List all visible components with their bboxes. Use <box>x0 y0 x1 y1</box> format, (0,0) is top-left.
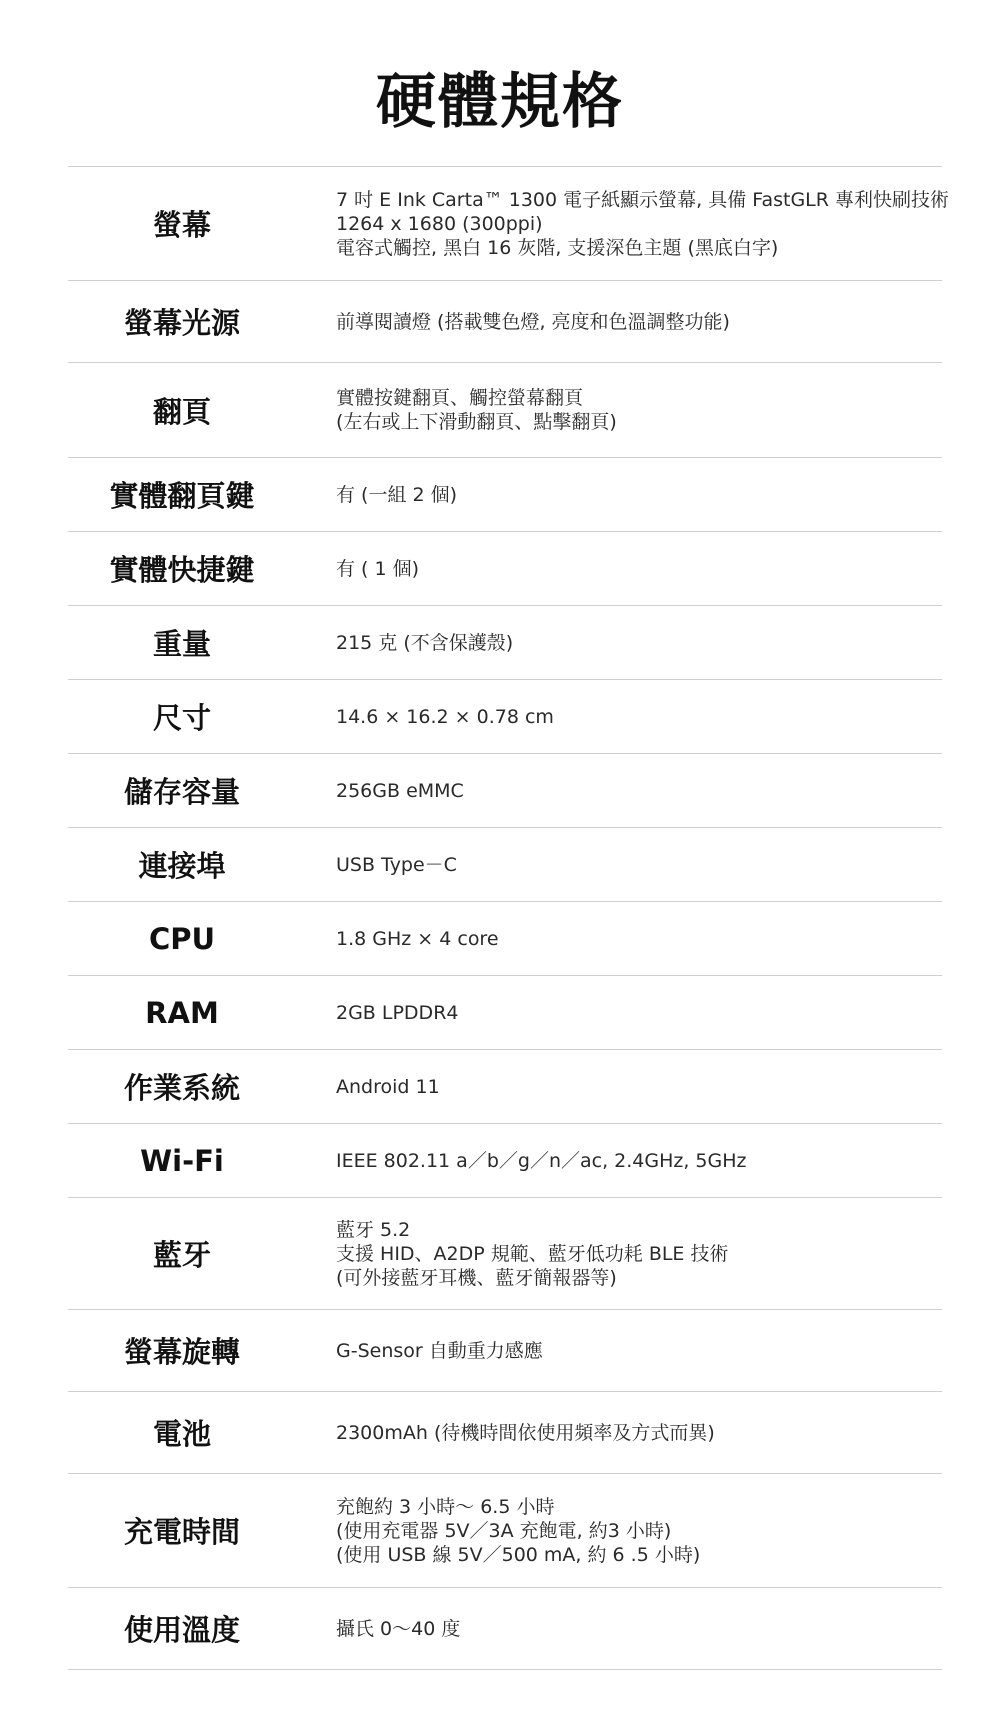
spec-label: CPU <box>148 921 216 956</box>
spec-value <box>296 1617 942 1641</box>
spec-label: 螢幕 <box>152 208 211 242</box>
spec-row <box>68 1310 942 1392</box>
spec-value <box>296 705 942 729</box>
spec-value-line: 前導閱讀燈 (搭載雙色燈, 亮度和色溫調整功能) <box>336 310 730 333</box>
spec-row <box>68 1474 942 1588</box>
spec-value <box>296 779 942 803</box>
spec-value <box>296 557 942 581</box>
spec-value-line: 256GB eMMC <box>336 779 464 802</box>
spec-row <box>68 281 942 363</box>
spec-table <box>68 166 949 1670</box>
spec-label: 藍牙 <box>152 1238 211 1272</box>
spec-value <box>296 1495 942 1567</box>
spec-value-line: 215 克 (不含保護殼) <box>336 631 514 654</box>
spec-value-line: 1.8 GHz × 4 core <box>336 927 499 950</box>
spec-value <box>296 1218 942 1290</box>
spec-value <box>296 853 942 877</box>
spec-row <box>68 606 942 680</box>
spec-label: 充電時間 <box>123 1515 240 1549</box>
spec-value <box>296 188 949 260</box>
spec-value <box>296 386 942 434</box>
spec-row <box>68 828 942 902</box>
spec-row <box>68 1392 942 1474</box>
spec-label: 重量 <box>152 627 211 661</box>
spec-value <box>296 1075 942 1099</box>
spec-label: 實體快捷鍵 <box>109 553 255 587</box>
spec-value <box>296 483 942 507</box>
spec-value-line: 實體按鍵翻頁、觸控螢幕翻頁 <box>336 387 584 409</box>
spec-value-line: 攝氏 0～40 度 <box>336 1617 461 1640</box>
spec-value <box>296 1339 942 1363</box>
spec-row <box>68 976 942 1050</box>
spec-value-line: (使用充電器 5V／3A 充飽電, 約3 小時) <box>336 1519 672 1542</box>
spec-row <box>68 1050 942 1124</box>
spec-label: 連接埠 <box>138 849 226 883</box>
spec-value <box>296 631 942 655</box>
spec-row <box>68 1124 942 1198</box>
spec-value-line: (可外接藍牙耳機、藍牙簡報器等) <box>336 1266 617 1289</box>
spec-label: 使用溫度 <box>123 1613 240 1647</box>
spec-row <box>68 167 949 281</box>
spec-value-line: G-Sensor 自動重力感應 <box>336 1339 543 1362</box>
spec-value <box>296 310 942 334</box>
page-title: 硬體規格 <box>376 67 624 137</box>
spec-value-line: 有 (一組 2 個) <box>336 483 458 506</box>
spec-value <box>296 1421 942 1445</box>
spec-label: 螢幕旋轉 <box>123 1335 240 1369</box>
spec-label: RAM <box>145 995 219 1030</box>
spec-value-line: USB Type－C <box>336 853 457 876</box>
spec-row <box>68 1588 942 1670</box>
spec-row <box>68 458 942 532</box>
spec-value-line: 14.6 × 16.2 × 0.78 cm <box>336 705 554 728</box>
spec-label: Wi-Fi <box>140 1143 224 1178</box>
spec-value-line: 2300mAh (待機時間依使用頻率及方式而異) <box>336 1421 715 1444</box>
spec-value-line: 充飽約 3 小時～ 6.5 小時 <box>336 1495 555 1518</box>
spec-value-line: 7 吋 E Ink Carta™ 1300 電子紙顯示螢幕, 具備 FastGLR 專利快刷技術 <box>336 188 949 211</box>
spec-value <box>296 1149 942 1173</box>
spec-value-line: (左右或上下滑動翻頁、點擊翻頁) <box>336 411 617 433</box>
spec-value-line: 支援 HID、A2DP 規範、藍牙低功耗 BLE 技術 <box>336 1242 729 1265</box>
spec-row <box>68 680 942 754</box>
spec-value <box>296 927 942 951</box>
spec-label: 尺寸 <box>152 701 211 735</box>
spec-value-line: 2GB LPDDR4 <box>336 1001 459 1024</box>
spec-value-line: 電容式觸控, 黑白 16 灰階, 支援深色主題 (黑底白字) <box>336 236 779 259</box>
spec-label: 儲存容量 <box>123 775 240 809</box>
spec-value-line: IEEE 802.11 a／b／g／n／ac, 2.4GHz, 5GHz <box>336 1149 747 1172</box>
spec-value-line: 有 ( 1 個) <box>336 557 420 580</box>
spec-label: 作業系統 <box>123 1071 240 1105</box>
spec-value-line: (使用 USB 線 5V／500 mA, 約 6 .5 小時) <box>336 1543 701 1566</box>
spec-row <box>68 902 942 976</box>
spec-value <box>296 1001 942 1025</box>
spec-row <box>68 532 942 606</box>
spec-label: 實體翻頁鍵 <box>109 479 255 513</box>
spec-row <box>68 1198 942 1310</box>
spec-value-line: Android 11 <box>336 1075 440 1098</box>
spec-label: 翻頁 <box>152 394 211 429</box>
spec-label: 螢幕光源 <box>123 306 240 340</box>
spec-value-line: 藍牙 5.2 <box>336 1218 411 1241</box>
spec-row <box>68 754 942 828</box>
spec-label: 電池 <box>152 1417 211 1451</box>
spec-row <box>68 363 942 458</box>
spec-value-line: 1264 x 1680 (300ppi) <box>336 212 543 235</box>
